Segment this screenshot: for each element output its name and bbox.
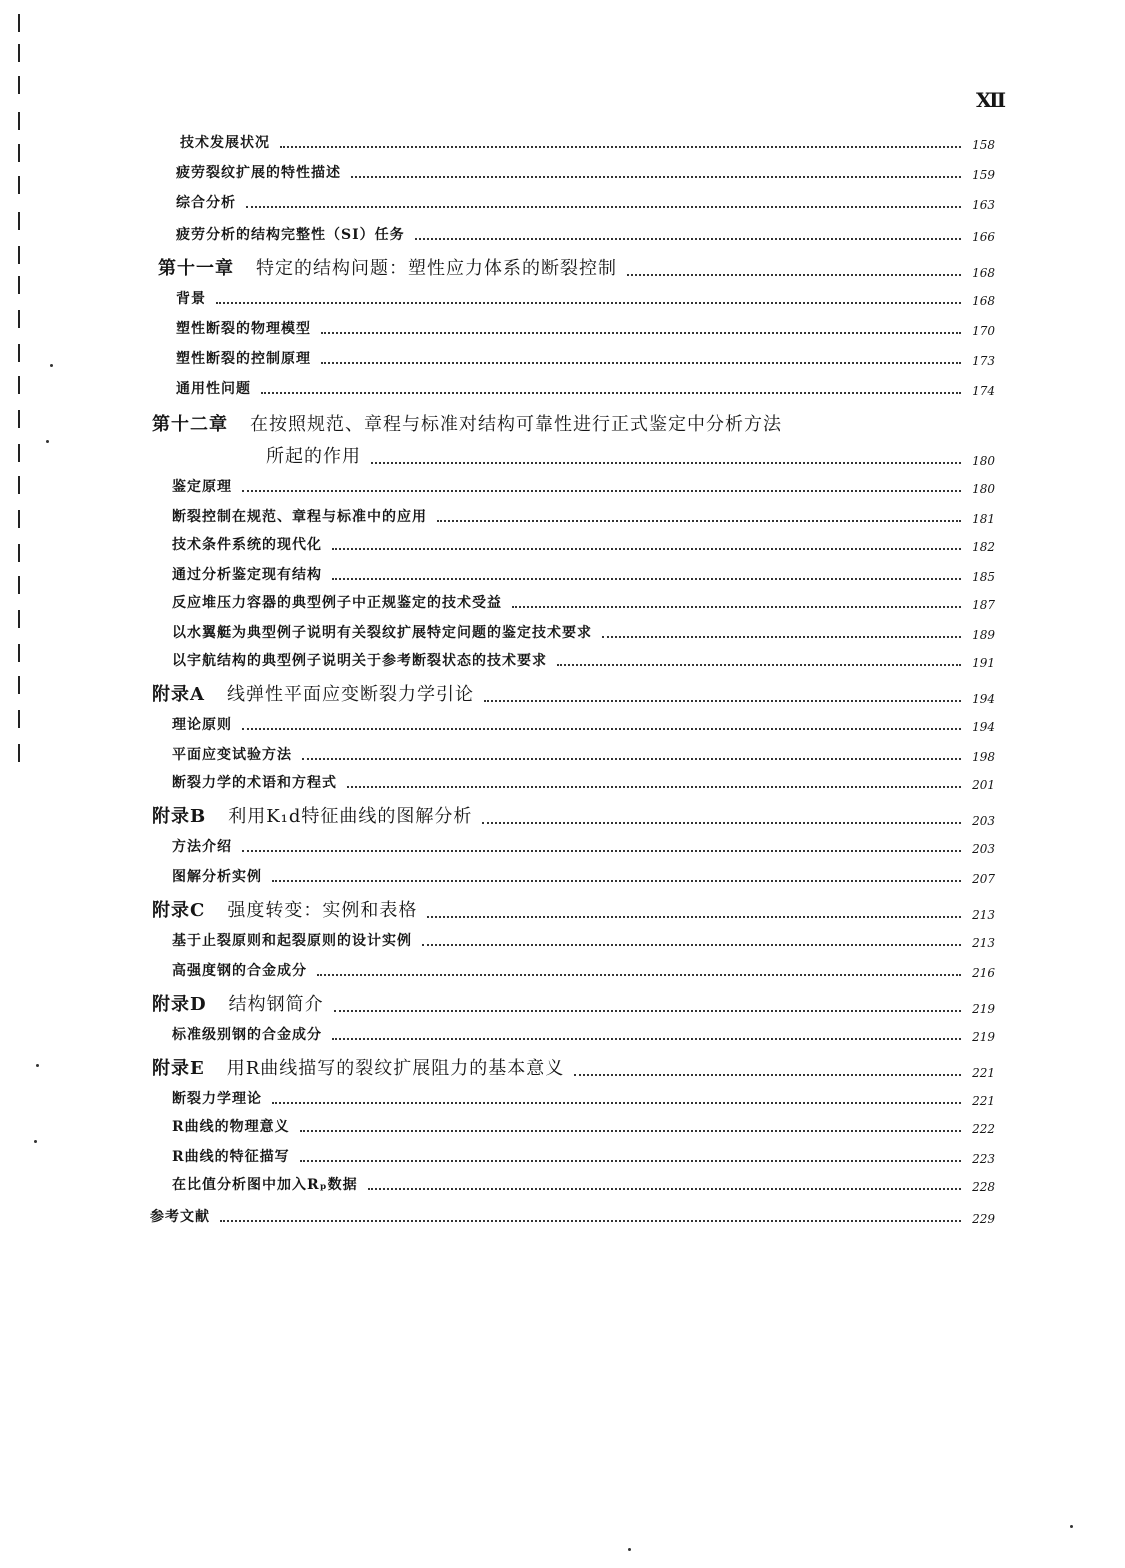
toc-entry-title [176,288,206,308]
toc-entry [172,650,995,670]
toc-entry-title [172,1024,322,1044]
toc-leader-dots [280,145,961,148]
toc-entry [172,506,995,526]
toc-page-number: 180 [972,482,995,496]
toc-entry-text: 反应堆压力容器的典型例子中正规鉴定的技术受益 [172,595,502,611]
toc-entry-title [172,564,322,584]
toc-leader-dots [246,205,961,208]
toc-entry-text: 强度转变：实例和表格 [227,900,418,921]
toc-page-number: 219 [972,1030,995,1044]
toc-entry [172,744,995,764]
toc-page-number: 216 [972,966,995,980]
toc-entry-text: 以宇航结构的典型例子说明关于参考断裂状态的技术要求 [172,653,547,669]
toc-entry [172,592,995,612]
toc-leader-dots [220,1219,961,1222]
toc-page-number: 219 [972,1002,995,1016]
toc-page-number: 187 [972,598,995,612]
toc-leader-dots [332,1037,961,1040]
toc-entry-text: 技术条件系统的现代化 [172,537,322,553]
toc-entry-title [172,1146,290,1166]
toc-chapter-entry [158,254,995,280]
toc-chapter-number: 附录B [152,806,207,827]
toc-page-number: 194 [972,692,995,706]
toc-leader-dots [512,605,961,608]
toc-entry-title [172,476,232,496]
toc-leader-dots [317,973,961,976]
toc-leader-dots [321,331,961,334]
toc-entry-text: 综合分析 [176,195,236,211]
toc-entry-text: 基于止裂原则和起裂原则的设计实例 [172,933,412,949]
toc-entry-text: 参考文献 [150,1209,210,1225]
toc-page-number: 221 [972,1094,995,1108]
toc-leader-dots [422,943,961,946]
toc-entry-text: 标准级别钢的合金成分 [172,1027,322,1043]
toc-page-number: 174 [972,384,995,398]
toc-leader-dots [300,1129,961,1132]
toc-page-number: 170 [972,324,995,338]
toc-entry-title [152,680,474,706]
toc-entry-text: 线弹性平面应变断裂力学引论 [226,684,474,705]
toc-entry-title [172,1174,358,1194]
toc-entry-text: 在按照规范、章程与标准对结构可靠性进行正式鉴定中分析方法 [250,414,782,435]
toc-page-number: 181 [972,512,995,526]
toc-entry [172,772,995,792]
toc-leader-dots [334,1009,961,1012]
toc-entry-title [172,622,592,642]
toc-entry [176,224,995,244]
toc-entry-title [176,224,405,244]
toc-leader-dots [368,1187,961,1190]
toc-entry-title [172,744,292,764]
toc-page-number: 185 [972,570,995,584]
toc-leader-dots [272,1101,961,1104]
toc-entry-text: 背景 [176,291,206,307]
toc-leader-dots [484,699,961,702]
toc-page-number: 223 [972,1152,995,1166]
toc-page-number: 194 [972,720,995,734]
toc-page-number: 203 [972,814,995,828]
toc-entry [150,1206,995,1226]
toc-entry-title [152,1054,564,1080]
toc-page-number: 221 [972,1066,995,1080]
toc-entry [176,378,995,398]
toc-leader-dots [427,915,961,918]
toc-page-number: 166 [972,230,995,244]
toc-page-number: 168 [972,266,995,280]
toc-entry [172,930,995,950]
toc-entry-text: 断裂控制在规范、章程与标准中的应用 [172,509,427,525]
toc-chapter-number: 第十二章 [152,414,228,435]
toc-entry [172,1024,995,1044]
toc-chapter-number: 附录C [152,900,206,921]
toc-entry [176,348,995,368]
toc-entry [176,192,995,212]
toc-entry-title [152,990,324,1016]
toc-entry-title [180,132,270,152]
toc-page-number: 213 [972,936,995,950]
toc-entry-title [172,866,262,886]
toc-page-number: 207 [972,872,995,886]
toc-leader-dots [332,577,961,580]
toc-entry-text: 断裂力学理论 [172,1091,262,1107]
toc-leader-dots [302,757,961,760]
toc-entry [176,162,995,182]
toc-leader-dots [321,361,961,364]
toc-entry [176,288,995,308]
toc-entry-text: 图解分析实例 [172,869,262,885]
toc-leader-dots [242,849,961,852]
toc-page-number: 228 [972,1180,995,1194]
toc-entry-text: 在比值分析图中加入Rₚ数据 [172,1177,358,1193]
toc-entry-text: 特定的结构问题：塑性应力体系的断裂控制 [256,258,617,279]
toc-page-number: 158 [972,138,995,152]
toc-entry-title [172,592,502,612]
toc-entry-text: 平面应变试验方法 [172,747,292,763]
toc-entry-text: 技术发展状况 [180,135,270,151]
toc-entry-text: R曲线的物理意义 [172,1119,290,1135]
toc-leader-dots [300,1159,961,1162]
toc-entry-title [172,836,232,856]
toc-entry-text: R曲线的特征描写 [172,1149,290,1165]
toc-chapter-entry [152,990,995,1016]
toc-page-number: 189 [972,628,995,642]
toc-page-number: 203 [972,842,995,856]
toc-entry-title [172,772,337,792]
toc-page-number: 201 [972,778,995,792]
toc-entry-title [172,506,427,526]
toc-entry-title [176,162,341,182]
toc-chapter-number: 附录A [152,684,205,705]
toc-entry [172,714,995,734]
toc-page-number: 159 [972,168,995,182]
toc-entry-text: 疲劳裂纹扩展的特性描述 [176,165,341,181]
toc-page-number: 168 [972,294,995,308]
toc-entry-text: 以水翼艇为典型例子说明有关裂纹扩展特定问题的鉴定技术要求 [172,625,592,641]
toc-entry-text: 疲劳分析的结构完整性（SI）任务 [176,227,405,243]
toc-leader-dots [272,879,961,882]
toc-entry [172,564,995,584]
toc-entry-text: 用R曲线描写的裂纹扩展阻力的基本意义 [226,1058,565,1079]
toc-leader-dots [627,273,961,276]
toc-page-number: 198 [972,750,995,764]
toc-page-number: 191 [972,656,995,670]
toc-entry-title [176,318,311,338]
toc-chapter-entry [152,680,995,706]
toc-entry-text: 通用性问题 [176,381,251,397]
toc-entry-text: 通过分析鉴定现有结构 [172,567,322,583]
toc-entry-title [172,714,232,734]
toc-entry-title [158,254,617,280]
toc-entry [172,476,995,496]
toc-chapter-number: 附录E [152,1058,205,1079]
toc-entry [172,960,995,980]
toc-page-number: 182 [972,540,995,554]
toc-leader-dots [347,785,961,788]
toc-chapter-entry [152,1054,995,1080]
toc-chapter-number: 第十一章 [158,258,234,279]
toc-page-number: 213 [972,908,995,922]
toc-leader-dots [557,663,961,666]
toc-entry-title [172,1116,290,1136]
toc-leader-dots [482,821,961,824]
toc-entry-title [152,802,472,828]
toc-leader-dots [242,727,961,730]
toc-leader-dots [261,391,961,394]
toc-chapter-entry [152,802,995,828]
toc-entry [172,1116,995,1136]
toc-chapter-entry [266,442,995,468]
toc-entry-title [176,192,236,212]
toc-entry [172,866,995,886]
toc-leader-dots [332,547,961,550]
toc-leader-dots [437,519,961,522]
toc-entry [172,1146,995,1166]
toc-page-number: 180 [972,454,995,468]
page-number: Ⅻ [976,88,1007,112]
toc-entry-text: 高强度钢的合金成分 [172,963,307,979]
toc-entry-title [176,348,311,368]
toc-leader-dots [415,237,961,240]
toc-entry [172,836,995,856]
toc-entry [172,1174,995,1194]
toc-entry-title [152,896,417,922]
toc-page-number: 173 [972,354,995,368]
toc-entry-title [172,1088,262,1108]
toc-leader-dots [602,635,961,638]
toc-entry [172,622,995,642]
toc-chapter-heading [152,410,782,436]
toc-entry [172,1088,995,1108]
toc-entry [176,318,995,338]
toc-entry-text: 塑性断裂的物理模型 [176,321,311,337]
toc-entry-title [150,1206,210,1226]
toc-page-number: 222 [972,1122,995,1136]
toc-entry-title [176,378,251,398]
toc-page-number: 163 [972,198,995,212]
toc-entry-continuation: 所起的作用 [266,446,361,467]
toc-entry-text: 塑性断裂的控制原理 [176,351,311,367]
toc-entry-text: 断裂力学的术语和方程式 [172,775,337,791]
toc-entry-title [172,534,322,554]
toc-leader-dots [371,461,961,464]
toc-entry-title [172,930,412,950]
toc-entry-text: 理论原则 [172,717,232,733]
toc-leader-dots [216,301,961,304]
toc-entry-text: 鉴定原理 [172,479,232,495]
toc-entry [172,534,995,554]
toc-entry-text: 利用K₁d特征曲线的图解分析 [228,806,473,827]
toc-leader-dots [351,175,961,178]
toc-entry [180,132,995,152]
toc-chapter-number: 附录D [152,994,207,1015]
toc-entry-text: 结构钢简介 [228,994,324,1015]
toc-entry-text: 方法介绍 [172,839,232,855]
toc-entry-title [172,960,307,980]
toc-entry-title [172,650,547,670]
toc-page-number: 229 [972,1212,995,1226]
toc-leader-dots [242,489,961,492]
toc-leader-dots [574,1073,961,1076]
toc-chapter-entry [152,896,995,922]
